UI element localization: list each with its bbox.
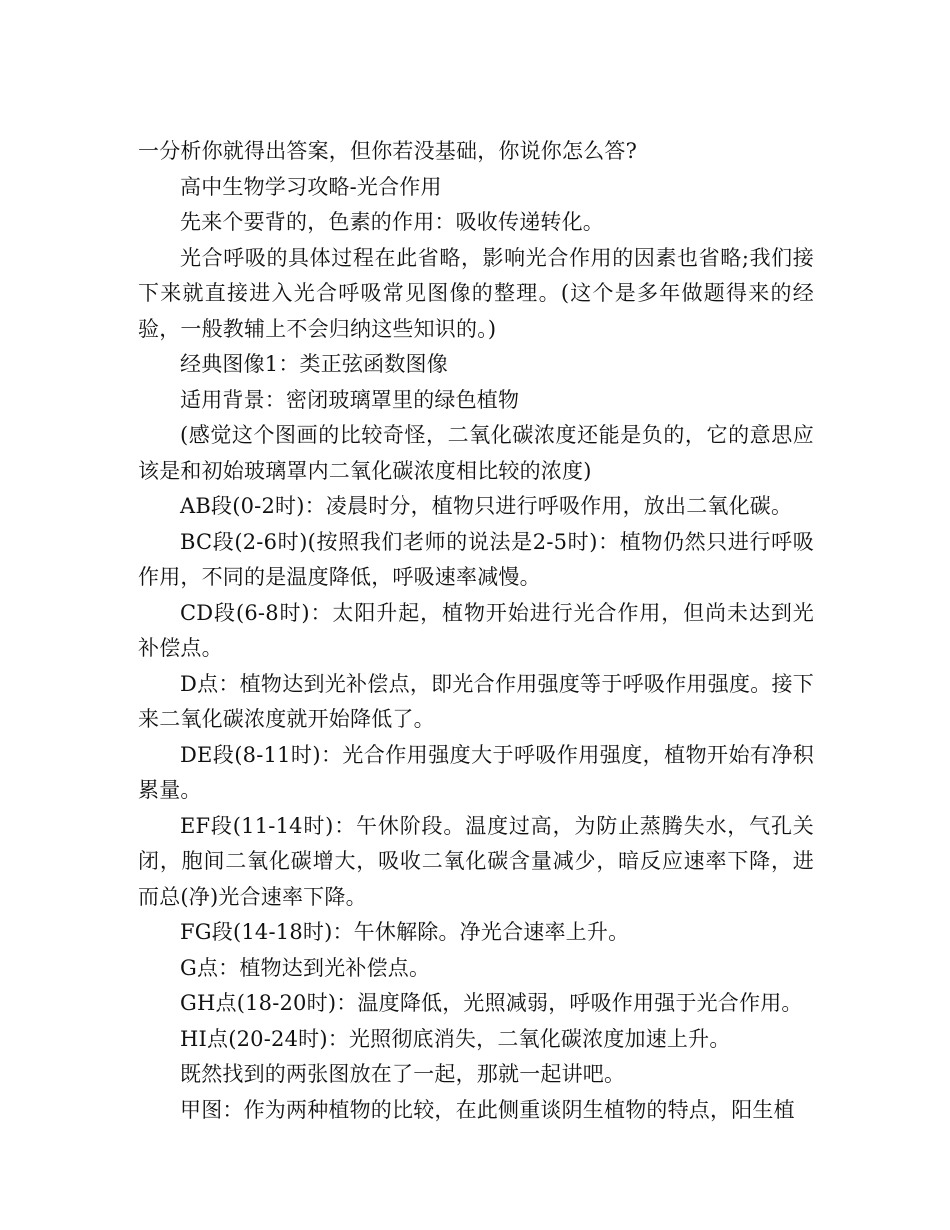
- paragraph-segment-ef: EF段(11-14时)：午休阶段。温度过高，为防止蒸腾失水，气孔关闭，胞间二氧化碳增大，吸收二氧化碳含量减少，暗反应速率下降，进而总(净)光合速率下降。: [138, 813, 814, 909]
- paragraph-intro: 光合呼吸的具体过程在此省略，影响光合作用的因素也省略;我们接下来就直接进入光合呼吸常见图像的整理。(这个是多年做题得来的经验，一般教辅上不会归纳这些知识的。): [138, 245, 814, 341]
- paragraph-segment-fg: FG段(14-18时)：午休解除。净光合速率上升。: [180, 920, 630, 944]
- paragraph-segment-hi: HI点(20-24时)：光照彻底消失，二氧化碳浓度加速上升。: [180, 1026, 731, 1051]
- paragraph-two-graphs: 既然找到的两张图放在了一起，那就一起讲吧。: [180, 1062, 626, 1086]
- paragraph-segment-ab: AB段(0-2时)：凌晨时分，植物只进行呼吸作用，放出二氧化碳。: [180, 494, 793, 518]
- document-body: [138, 134, 814, 1128]
- paragraph-segment-bc: BC段(2-6时)(按照我们老师的说法是2-5时)：植物仍然只进行呼吸作用，不同的是温度降低，呼吸速率减慢。: [138, 529, 814, 589]
- paragraph-continuation: 一分析你就得出答案，但你若没基础，你说你怎么答?: [138, 139, 638, 163]
- paragraph-point-d: D点：植物达到光补偿点，即光合作用强度等于呼吸作用强度。接下来二氧化碳浓度就开始降低了。: [138, 671, 814, 731]
- paragraph-segment-cd: CD段(6-8时)：太阳升起，植物开始进行光合作用，但尚未达到光补偿点。: [138, 600, 814, 660]
- paragraph-segment-de: DE段(8-11时)：光合作用强度大于呼吸作用强度，植物开始有净积累量。: [138, 742, 814, 802]
- paragraph-graph-note: (感觉这个图画的比较奇怪，二氧化碳浓度还能是负的，它的意思应该是和初始玻璃罩内二氧化碳浓度相比较的浓度): [138, 423, 814, 483]
- paragraph-pigment-function: 先来个要背的，色素的作用：吸收传递转化。: [180, 210, 604, 234]
- paragraph-applicable-background: 适用背景：密闭玻璃罩里的绿色植物: [180, 387, 520, 412]
- paragraph-point-g: G点：植物达到光补偿点。: [180, 955, 431, 980]
- paragraph-segment-gh: GH点(18-20时)：温度降低，光照减弱，呼吸作用强于光合作用。: [180, 991, 803, 1015]
- paragraph-graph-jia: 甲图：作为两种植物的比较，在此侧重谈阴生植物的特点，阳生植: [180, 1097, 795, 1122]
- paragraph-section-title: 高中生物学习攻略-光合作用: [180, 174, 442, 199]
- paragraph-classic-graph-title: 经典图像1：类正弦函数图像: [180, 352, 448, 376]
